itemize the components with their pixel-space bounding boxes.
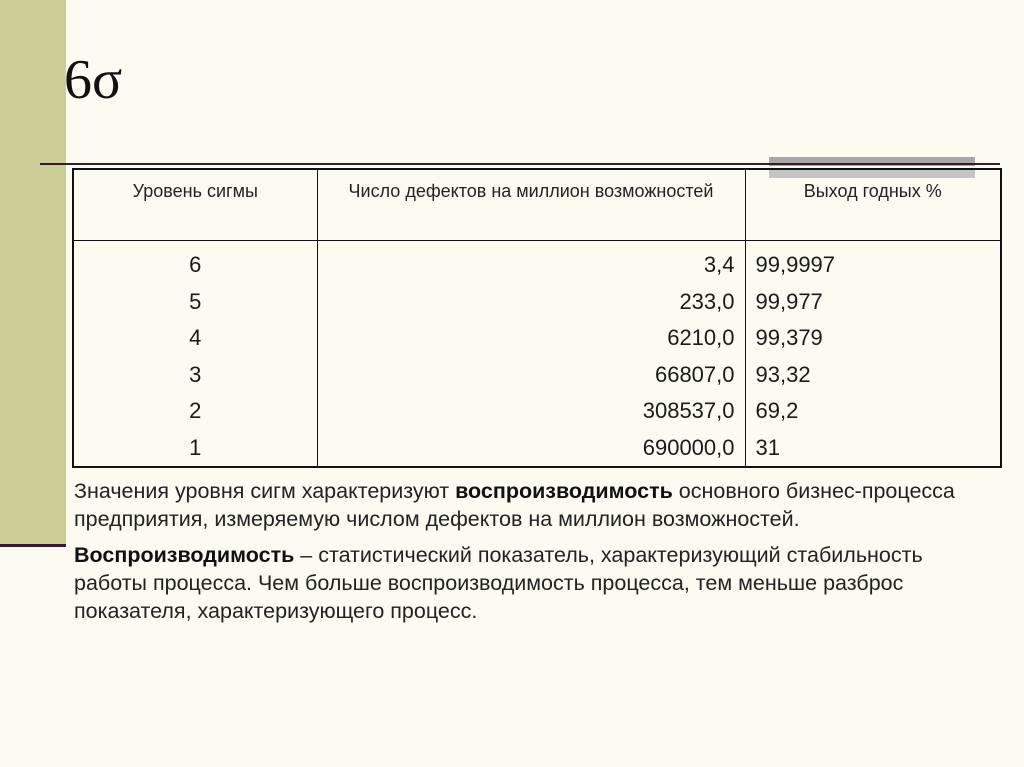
table-cell: 3 xyxy=(189,361,202,387)
table-cell: 690000,0 xyxy=(642,434,735,460)
paragraph-text: – статистический показатель, характеризующий стабильность работы процесса. Чем больше воспроизводимость процесса, тем меньше разброс показателя, характеризующего процесс. xyxy=(74,543,923,623)
table-body-row xyxy=(73,241,1001,468)
table-cell: 6 xyxy=(189,252,202,277)
table-cell: 69,2 xyxy=(755,398,799,423)
bold-term: Воспроизводимость xyxy=(74,543,295,567)
description-text xyxy=(74,477,974,633)
header-level: Уровень сигмы xyxy=(73,169,317,241)
table-cell: 4 xyxy=(189,325,202,350)
level-column xyxy=(73,241,317,468)
table-cell: 1 xyxy=(189,434,202,460)
table-cell: 2 xyxy=(189,398,202,423)
table-cell: 5 xyxy=(189,288,202,314)
paragraph-text: основного бизнес-процесса предприятия, измеряемую числом дефектов на миллион возможностей. xyxy=(74,479,955,531)
header-defects: Число дефектов на миллион возможностей xyxy=(317,169,745,241)
paragraph-definition xyxy=(74,541,974,625)
table-cell: 99,379 xyxy=(755,325,823,350)
table-cell: 99,9997 xyxy=(755,252,836,277)
defects-column xyxy=(317,241,745,468)
table-cell: 6210,0 xyxy=(667,325,735,350)
side-accent-rule xyxy=(0,544,66,547)
side-accent-band xyxy=(0,0,66,545)
table-header-row xyxy=(73,169,1001,241)
paragraph-text: Значения уровня сигм характеризуют xyxy=(74,479,456,503)
table-cell: 66807,0 xyxy=(654,361,735,387)
slide-title: 6σ xyxy=(64,49,123,111)
table-cell: 308537,0 xyxy=(642,398,735,423)
table-cell: 93,32 xyxy=(755,361,811,387)
table-cell: 31 xyxy=(755,434,780,460)
yield-column xyxy=(745,241,1001,468)
bold-term: воспроизводимость xyxy=(455,479,673,503)
header-yield: Выход годных % xyxy=(745,169,1001,241)
table-cell: 233,0 xyxy=(679,288,735,314)
table-cell: 3,4 xyxy=(703,252,735,277)
paragraph-reproducibility xyxy=(74,477,974,533)
table-cell: 99,977 xyxy=(755,288,823,314)
sigma-table xyxy=(72,168,1002,468)
title-divider xyxy=(40,163,1000,165)
